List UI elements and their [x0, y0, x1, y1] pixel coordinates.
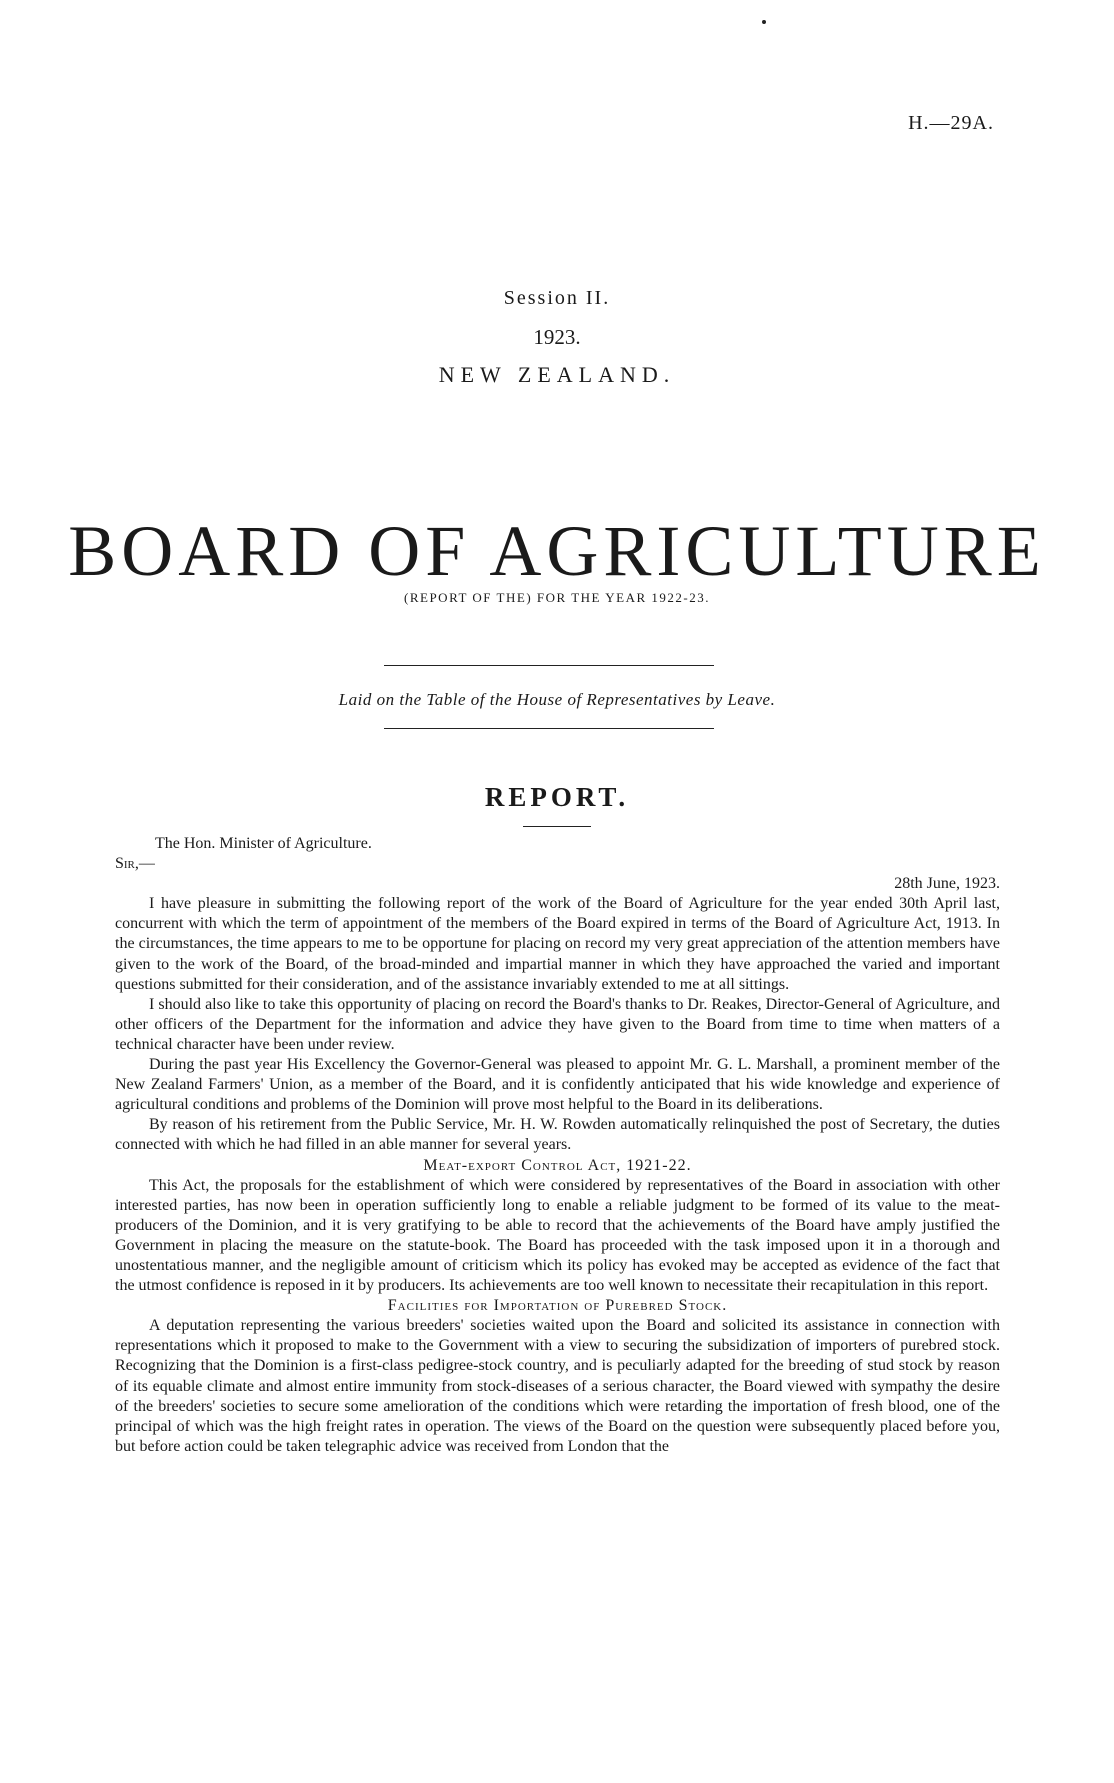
section-paragraph-meat-export: This Act, the proposals for the establishment of which were considered by representatives of the Board in association with other interested parties, has now been in operation sufficiently long to enable a reliable judgment to be formed of its value to the meat-producers of the Dominion, and it is very gratifying to be able to record that the achievements of the Board have amply justified the Government in placing the measure on the statute-book. The Board has proceeded with the task imposed upon it in a thorough and unostentatious manner, and the negligible amount of criticism which its policy has evoked may be accepted as evidence of the fact that the utmost confidence is reposed in it by producers. Its achievements are too well known to necessitate their recapitulation in this report.: [115, 1176, 1000, 1295]
report-heading: REPORT.: [484, 782, 630, 812]
session-label: Session II.: [503, 287, 611, 309]
title-subtitle: (REPORT OF THE) FOR THE YEAR 1922-23.: [404, 590, 710, 605]
addressee: The Hon. Minister of Agriculture.: [155, 835, 372, 852]
paragraph-3: During the past year His Excellency the Governor-General was pleased to appoint Mr. G. L. Marshall, a prominent member of the New Zealand Farmers' Union, as a member of the Board, and it is confidently anticipated that his wide knowledge and experience of agricultural conditions and problems of the Dominion will prove most helpful to the Board in its deliberations.: [115, 1056, 1000, 1114]
report-body: [115, 834, 1000, 1457]
paragraph-2: I should also like to take this opportunity of placing on record the Board's thanks to Dr. Reakes, Director-General of Agriculture, and other officers of the Department for the information and advice they have given to the Board from time to time when matters of a technical character have been under review.: [115, 995, 1000, 1053]
section-paragraph-purebred-stock: A deputation representing the various breeders' societies waited upon the Board and solicited its assistance in connection with representations which it proposed to make to the Government with a view to securing the subsidization of importers of purebred stock. Recognizing that the Dominion is a first-class pedigree-stock country, and is peculiarly adapted for the breeding of stud stock by reason of its equable climate and almost entire immunity from stock-diseases of a serious character, the Board viewed with sympathy the desire of the breeders' societies to secure some amelioration of the conditions which were retarding the importation of fresh blood, one of the principal of which was the high freight rates in operation. The views of the Board on the question were subsequently placed before you, but before action could be taken telegraphic advice was received from London that the: [115, 1317, 1000, 1455]
divider-top: [384, 665, 714, 666]
laid-on-table-note: Laid on the Table of the House of Representatives by Leave.: [338, 690, 776, 709]
scan-speck: [762, 20, 766, 24]
section-heading-meat-export: Meat-export Control Act, 1921-22.: [423, 1156, 692, 1174]
paragraph-4: By reason of his retirement from the Public Service, Mr. H. W. Rowden automatically relinquished the post of Secretary, the duties connected with which he had filled in an able manner for several years.: [115, 1116, 1000, 1154]
main-title: BOARD OF AGRICULTURE: [68, 511, 1046, 591]
document-reference: H.—29A.: [908, 112, 994, 134]
country-label: NEW ZEALAND.: [438, 362, 676, 387]
section-heading-purebred-stock: Facilities for Importation of Purebred Stock.: [387, 1297, 728, 1315]
letter-date: 28th June, 1923.: [894, 875, 1000, 893]
report-underline: [523, 826, 591, 827]
salutation: Sir,—: [115, 855, 155, 873]
divider-bottom: [384, 728, 714, 729]
paragraph-1: I have pleasure in submitting the following report of the work of the Board of Agriculture for the year ended 30th April last, concurrent with which the term of appointment of the members of the Board expired in terms of the Board of Agriculture Act, 1913. In the circumstances, the time appears to me to be opportune for placing on record my very great appreciation of the attention members have given to the work of the Board, of the broad-minded and impartial manner in which they have approached the varied and important questions submitted for their consideration, and of the assistance invariably extended to me at all sittings.: [115, 895, 1000, 993]
year-label: 1923.: [533, 325, 581, 349]
